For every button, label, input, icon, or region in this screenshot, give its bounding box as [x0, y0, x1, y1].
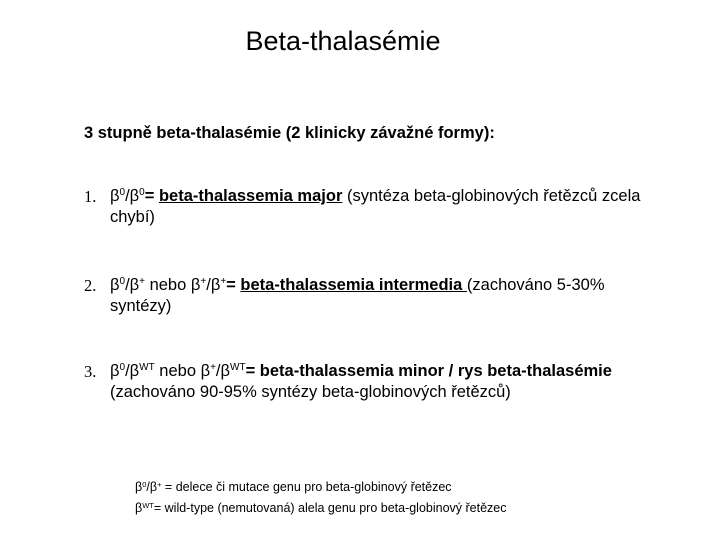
- genotype-slash: /: [125, 362, 130, 380]
- list-item-1: [84, 186, 644, 228]
- genotype-slash: /: [125, 187, 130, 205]
- list-item-3: [84, 361, 644, 403]
- beta-symbol: β: [135, 501, 143, 515]
- genotype-plus: +: [139, 276, 145, 287]
- form-name: beta-thalassemia intermedia: [240, 276, 467, 294]
- beta-symbol: β: [129, 276, 140, 294]
- list-item-text: [110, 186, 644, 228]
- genotype-slash: /: [146, 480, 150, 494]
- footnote-1: [135, 477, 507, 498]
- beta-symbol: β: [190, 276, 201, 294]
- footnotes: [135, 477, 507, 519]
- footnote-text: = wild-type (nemutovaná) alela genu pro beta-globinový řetězec: [153, 501, 507, 515]
- beta-symbol: β: [210, 276, 221, 294]
- beta-symbol: β: [129, 187, 140, 205]
- genotype-plus: +: [157, 480, 162, 489]
- genotype-wt: WT: [139, 362, 155, 373]
- form-description: (syntéza beta-globinových řetězců zcela chybí): [110, 187, 641, 226]
- or-word: nebo: [154, 362, 201, 380]
- genotype-plus: +: [210, 362, 216, 373]
- list-number: 1.: [84, 187, 97, 206]
- equals-sign: =: [226, 276, 241, 294]
- equals-sign: =: [144, 187, 159, 205]
- beta-symbol: β: [149, 480, 158, 494]
- form-name: = beta-thalassemia minor / rys beta-thalasémie: [245, 362, 612, 380]
- or-word: nebo: [145, 276, 191, 294]
- genotype-plus: +: [200, 276, 207, 287]
- list-number: 2.: [84, 276, 97, 295]
- genotype-slash: /: [206, 276, 211, 294]
- footnote-text: = delece či mutace genu pro beta-globinový řetězec: [161, 480, 452, 494]
- genotype-wt: WT: [142, 501, 154, 510]
- list-item-text: [110, 361, 644, 403]
- beta-symbol: β: [220, 362, 231, 380]
- genotype-wt: WT: [230, 362, 246, 373]
- list-item-2: [84, 275, 644, 317]
- slide-title: Beta-thalasémie: [245, 26, 441, 56]
- beta-symbol: β: [110, 362, 120, 380]
- list-number: 3.: [84, 362, 97, 381]
- genotype-zero: 0: [139, 187, 145, 198]
- beta-symbol: β: [135, 480, 143, 494]
- form-description: (zachováno 90-95% syntézy beta-globinových řetězců): [110, 383, 511, 401]
- beta-symbol: β: [200, 362, 211, 380]
- form-name: beta-thalassemia major: [158, 187, 343, 205]
- genotype-slash: /: [215, 362, 221, 380]
- footnote-2: [135, 498, 507, 519]
- genotype-zero: 0: [119, 187, 126, 198]
- genotype-zero: 0: [119, 276, 126, 287]
- genotype-slash: /: [125, 276, 130, 294]
- form-description: (zachováno 5-30% syntézy): [110, 276, 605, 315]
- beta-symbol: β: [110, 187, 120, 205]
- list-item-text: [110, 275, 644, 317]
- genotype-zero: 0: [119, 362, 126, 373]
- beta-symbol: β: [129, 362, 140, 380]
- slide-subtitle: 3 stupně beta-thalasémie (2 klinicky závažné formy):: [84, 124, 495, 142]
- genotype-plus: +: [220, 276, 227, 287]
- genotype-zero: 0: [142, 480, 147, 489]
- beta-symbol: β: [110, 276, 120, 294]
